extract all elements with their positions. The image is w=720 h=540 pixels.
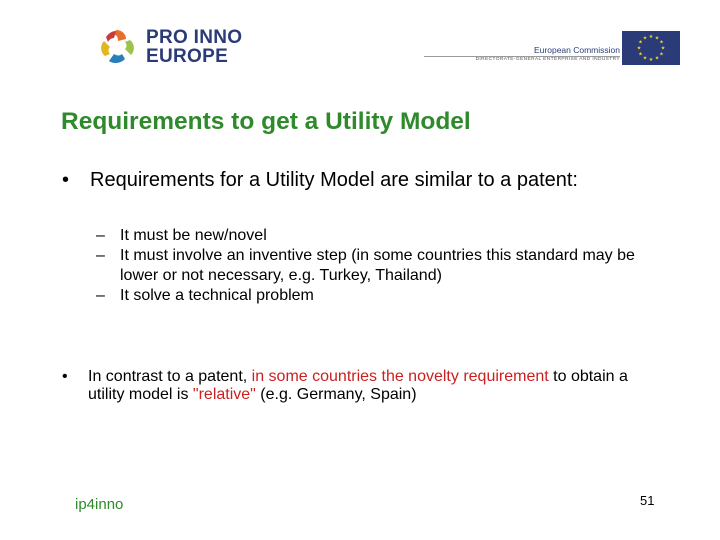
ec-directorate: DIRECTORATE-GENERAL ENTERPRISE AND INDUSTRY — [475, 57, 620, 62]
svg-text:★: ★ — [642, 55, 648, 62]
svg-text:★: ★ — [636, 45, 642, 52]
svg-text:★: ★ — [642, 35, 648, 42]
svg-text:★: ★ — [659, 39, 664, 46]
svg-text:★: ★ — [654, 35, 660, 42]
bullet-2-text — [88, 368, 668, 404]
svg-text:★: ★ — [660, 45, 666, 52]
pro-inno-europe-logo — [92, 24, 262, 70]
slide-title: Requirements to get a Utility Model — [61, 108, 471, 135]
subitem-2 — [96, 246, 656, 286]
subitem-3-text: It solve a technical problem — [120, 287, 314, 304]
logo-line-1: PRO INNO — [146, 27, 243, 48]
svg-text:★: ★ — [648, 57, 654, 63]
pinwheel-icon — [92, 26, 140, 68]
svg-text:★: ★ — [654, 55, 660, 62]
subitem-1-text: It must be new/novel — [120, 227, 267, 244]
subitem-1 — [96, 226, 656, 246]
eu-flag-icon — [622, 31, 680, 65]
footer-brand: ip4inno — [75, 496, 124, 513]
svg-text:★: ★ — [648, 34, 654, 40]
bullet-2-part-5: (e.g. Germany, Spain) — [255, 386, 417, 403]
subitem-2-text: It must involve an inventive step (in some countries this standard may be lower or not necessary, e.g. Turkey, Thailand) — [120, 247, 635, 284]
bullet-1-subitems — [96, 226, 656, 306]
subitem-3 — [96, 286, 656, 306]
svg-text:★: ★ — [659, 51, 664, 58]
bullet-2-part-3: to obtain a utility model is — [88, 368, 628, 403]
ec-name: European Commission — [534, 45, 620, 55]
logo-text — [146, 28, 242, 66]
page-number: 51 — [640, 493, 655, 508]
european-commission-logo — [424, 31, 680, 65]
bullet-marker: • — [62, 169, 70, 191]
logo-line-2: EUROPE — [146, 46, 229, 67]
bullet-2-emphasis-1: in some countries the novelty requirement — [251, 368, 549, 385]
dash-marker: – — [96, 247, 105, 264]
dash-marker: – — [96, 287, 105, 304]
bullet-1-text: Requirements for a Utility Model are similar to a patent: — [90, 169, 578, 191]
svg-text:★: ★ — [638, 39, 643, 46]
svg-text:★: ★ — [638, 51, 643, 58]
bullet-marker: • — [62, 368, 68, 385]
dash-marker: – — [96, 227, 105, 244]
bullet-2-part-1: In contrast to a patent, — [88, 368, 252, 385]
bullet-2-emphasis-2: "relative" — [192, 386, 256, 403]
